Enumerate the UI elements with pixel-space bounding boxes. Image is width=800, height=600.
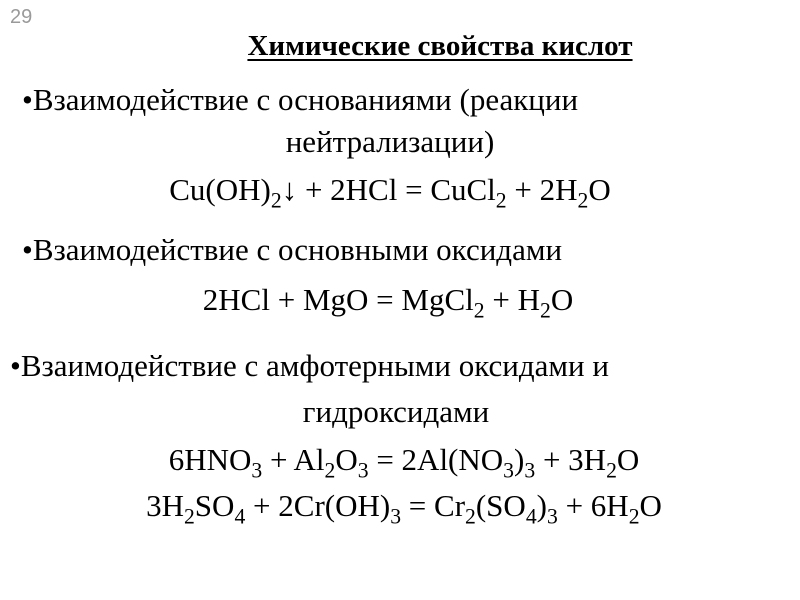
equation-text: Cu(OH) [169, 172, 271, 207]
subscript: 3 [390, 504, 402, 529]
equation-text: + 3H [535, 442, 607, 477]
page-title: Химические свойства кислот [247, 30, 633, 62]
equation-3 [4, 440, 800, 483]
equation-text: (SO [475, 488, 526, 523]
subscript: 2 [324, 458, 336, 483]
subscript: 2 [183, 504, 195, 529]
equation-text: = 2Al(NO [368, 442, 504, 477]
equation-text: 2HCl + MgO = MgCl [202, 282, 474, 317]
equation-text: O [335, 442, 358, 477]
slide-number: 29 [10, 6, 33, 28]
section-1-heading-line1: •Взаимодействие с основаниями (реакции [22, 82, 579, 117]
section-3-heading-line1: •Взаимодействие с амфотерными оксидами и [10, 348, 609, 383]
subscript: 2 [465, 504, 476, 529]
equation-text: + 2Cr(OH) [245, 488, 391, 523]
subscript: 4 [525, 504, 537, 529]
subscript: 3 [251, 458, 263, 483]
section-1-heading-line2: нейтрализации) [285, 124, 495, 159]
subscript: 3 [503, 458, 515, 483]
subscript: 2 [628, 504, 640, 529]
subscript: 2 [539, 298, 551, 323]
equation-text: O [588, 172, 611, 207]
subscript: 3 [357, 458, 369, 483]
equation-text: + H [484, 282, 540, 317]
equation-text: O [616, 442, 640, 477]
equation-text: 6HNO [168, 442, 252, 477]
subscript: 2 [606, 458, 617, 483]
section-2-heading-line1: •Взаимодействие с основными оксидами [22, 232, 563, 267]
equation-text: ) [514, 442, 525, 477]
subscript: 2 [577, 188, 589, 213]
equation-text: + 2H [506, 172, 578, 207]
subscript: 2 [270, 188, 282, 213]
equation-text: ) [536, 488, 547, 523]
equation-text: O [639, 488, 662, 523]
equation-text: ↓ + 2HCl = CuCl [281, 172, 496, 207]
equation-text: 3H [146, 488, 184, 523]
subscript: 2 [473, 298, 485, 323]
section-3-heading-line2: гидроксидами [302, 394, 490, 429]
equation-4 [4, 486, 800, 529]
equation-1 [0, 170, 790, 213]
equation-text: = Cr [401, 488, 466, 523]
equation-text: + Al [262, 442, 325, 477]
equation-text: O [550, 282, 574, 317]
subscript: 3 [546, 504, 558, 529]
subscript: 3 [524, 458, 536, 483]
subscript: 4 [234, 504, 246, 529]
equation-text: SO [194, 488, 235, 523]
subscript: 2 [495, 188, 507, 213]
equation-text: + 6H [557, 488, 629, 523]
equation-2 [0, 280, 788, 323]
